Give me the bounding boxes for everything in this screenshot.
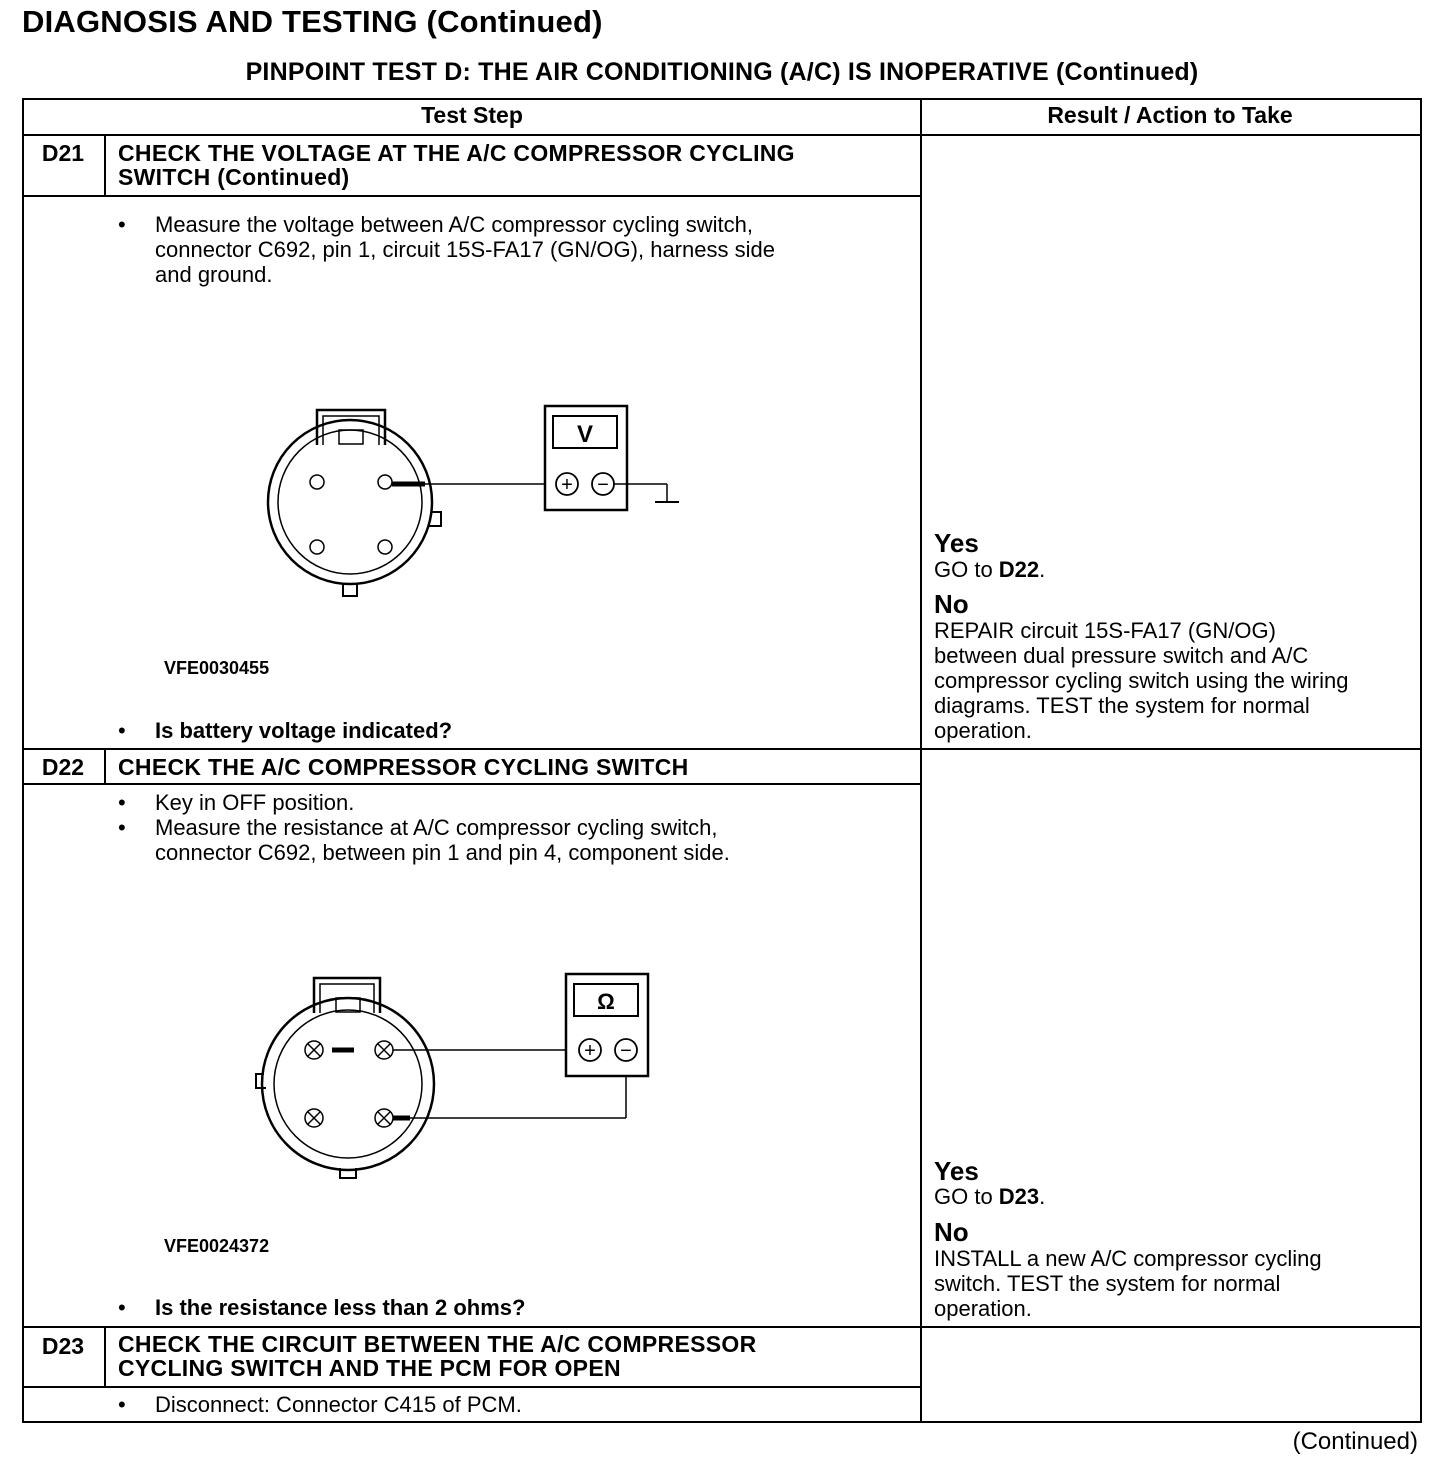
d22-title-divider	[22, 783, 922, 785]
d21-title-divider	[22, 195, 922, 197]
d22-bullet-3: •	[118, 1295, 126, 1320]
d22-row-divider	[22, 748, 1422, 750]
d22-bullet-2: •	[118, 815, 126, 840]
d23-step-title-line1: CHECK THE CIRCUIT BETWEEN THE A/C COMPRESSOR	[118, 1331, 757, 1357]
d21-step-id: D21	[41, 140, 85, 166]
d22-step2-line2: connector C692, between pin 1 and pin 4, component side.	[155, 840, 730, 865]
d21-bullet-2: •	[118, 718, 126, 743]
column-divider	[920, 98, 922, 1423]
d21-figure-id: VFE0030455	[164, 658, 270, 678]
d22-yes-action: GO to D23.	[934, 1184, 1046, 1209]
header-result: Result / Action to Take	[1047, 102, 1293, 128]
page-title: DIAGNOSIS AND TESTING (Continued)	[22, 4, 603, 39]
continued-footer: (Continued)	[1292, 1428, 1418, 1455]
svg-text:+: +	[584, 1040, 596, 1062]
d22-no-line3: operation.	[934, 1296, 1032, 1321]
header-test-step: Test Step	[421, 102, 523, 128]
svg-text:−: −	[597, 474, 609, 496]
d23-step1: Disconnect: Connector C415 of PCM.	[155, 1392, 522, 1417]
d21-step1-line2: connector C692, pin 1, circuit 15S-FA17 (GN/OG), harness side	[155, 237, 775, 262]
header-divider	[22, 134, 1422, 136]
d22-step-id: D22	[41, 754, 85, 780]
pinpoint-test-title: PINPOINT TEST D: THE AIR CONDITIONING (A/C) IS INOPERATIVE (Continued)	[245, 58, 1199, 86]
d21-no-label: No	[934, 589, 969, 619]
d21-bullet-1: •	[118, 212, 126, 237]
d22-no-line1: INSTALL a new A/C compressor cycling	[934, 1246, 1322, 1271]
d22-resistance-diagram	[250, 968, 670, 1188]
d21-step1-line3: and ground.	[155, 262, 273, 287]
d22-bullet-1: •	[118, 790, 126, 815]
d21-no-line1: REPAIR circuit 15S-FA17 (GN/OG)	[934, 618, 1276, 643]
d22-step1: Key in OFF position.	[155, 790, 355, 815]
d21-step-title-line1: CHECK THE VOLTAGE AT THE A/C COMPRESSOR CYCLING	[118, 140, 795, 166]
voltmeter-icon	[545, 406, 627, 510]
d22-step2-line1: Measure the resistance at A/C compressor cycling switch,	[155, 815, 718, 840]
d21-yes-target: D22	[998, 557, 1040, 582]
d22-yes-target: D23	[998, 1184, 1040, 1209]
svg-text:−: −	[620, 1040, 632, 1062]
d23-title-divider	[22, 1386, 922, 1388]
d22-id-divider	[104, 748, 106, 785]
d21-yes-action: GO to D22.	[934, 557, 1046, 582]
d21-step1-line1: Measure the voltage between A/C compressor cycling switch,	[155, 212, 753, 237]
d21-step-title-line2: SWITCH (Continued)	[118, 164, 350, 190]
d21-voltage-diagram	[255, 400, 715, 620]
d22-step-title: CHECK THE A/C COMPRESSOR CYCLING SWITCH	[118, 754, 689, 780]
d21-no-line2: between dual pressure switch and A/C	[934, 643, 1309, 668]
d22-no-line2: switch. TEST the system for normal	[934, 1271, 1281, 1296]
d21-question: Is battery voltage indicated?	[155, 718, 453, 743]
d21-no-line4: diagrams. TEST the system for normal	[934, 693, 1310, 718]
d21-no-line5: operation.	[934, 718, 1032, 743]
d22-no-label: No	[934, 1217, 969, 1247]
d22-meter-label: Ω	[597, 989, 615, 1014]
d22-yes-label: Yes	[934, 1156, 979, 1186]
d21-meter-label: V	[576, 421, 594, 448]
d22-figure-id: VFE0024372	[164, 1236, 270, 1256]
ohmmeter-icon	[566, 974, 648, 1076]
d21-no-line3: compressor cycling switch using the wiring	[934, 668, 1349, 693]
d21-connector-icon	[268, 410, 441, 596]
d23-bullet-1: •	[118, 1392, 126, 1417]
d23-step-title-line2: CYCLING SWITCH AND THE PCM FOR OPEN	[118, 1355, 621, 1381]
d21-id-divider	[104, 134, 106, 197]
d22-connector-icon	[256, 978, 434, 1178]
d21-yes-label: Yes	[934, 528, 979, 558]
svg-text:+: +	[561, 474, 573, 496]
d23-id-divider	[104, 1326, 106, 1388]
d23-row-divider	[22, 1326, 1422, 1328]
d22-question: Is the resistance less than 2 ohms?	[155, 1295, 526, 1320]
d23-step-id: D23	[41, 1333, 85, 1359]
